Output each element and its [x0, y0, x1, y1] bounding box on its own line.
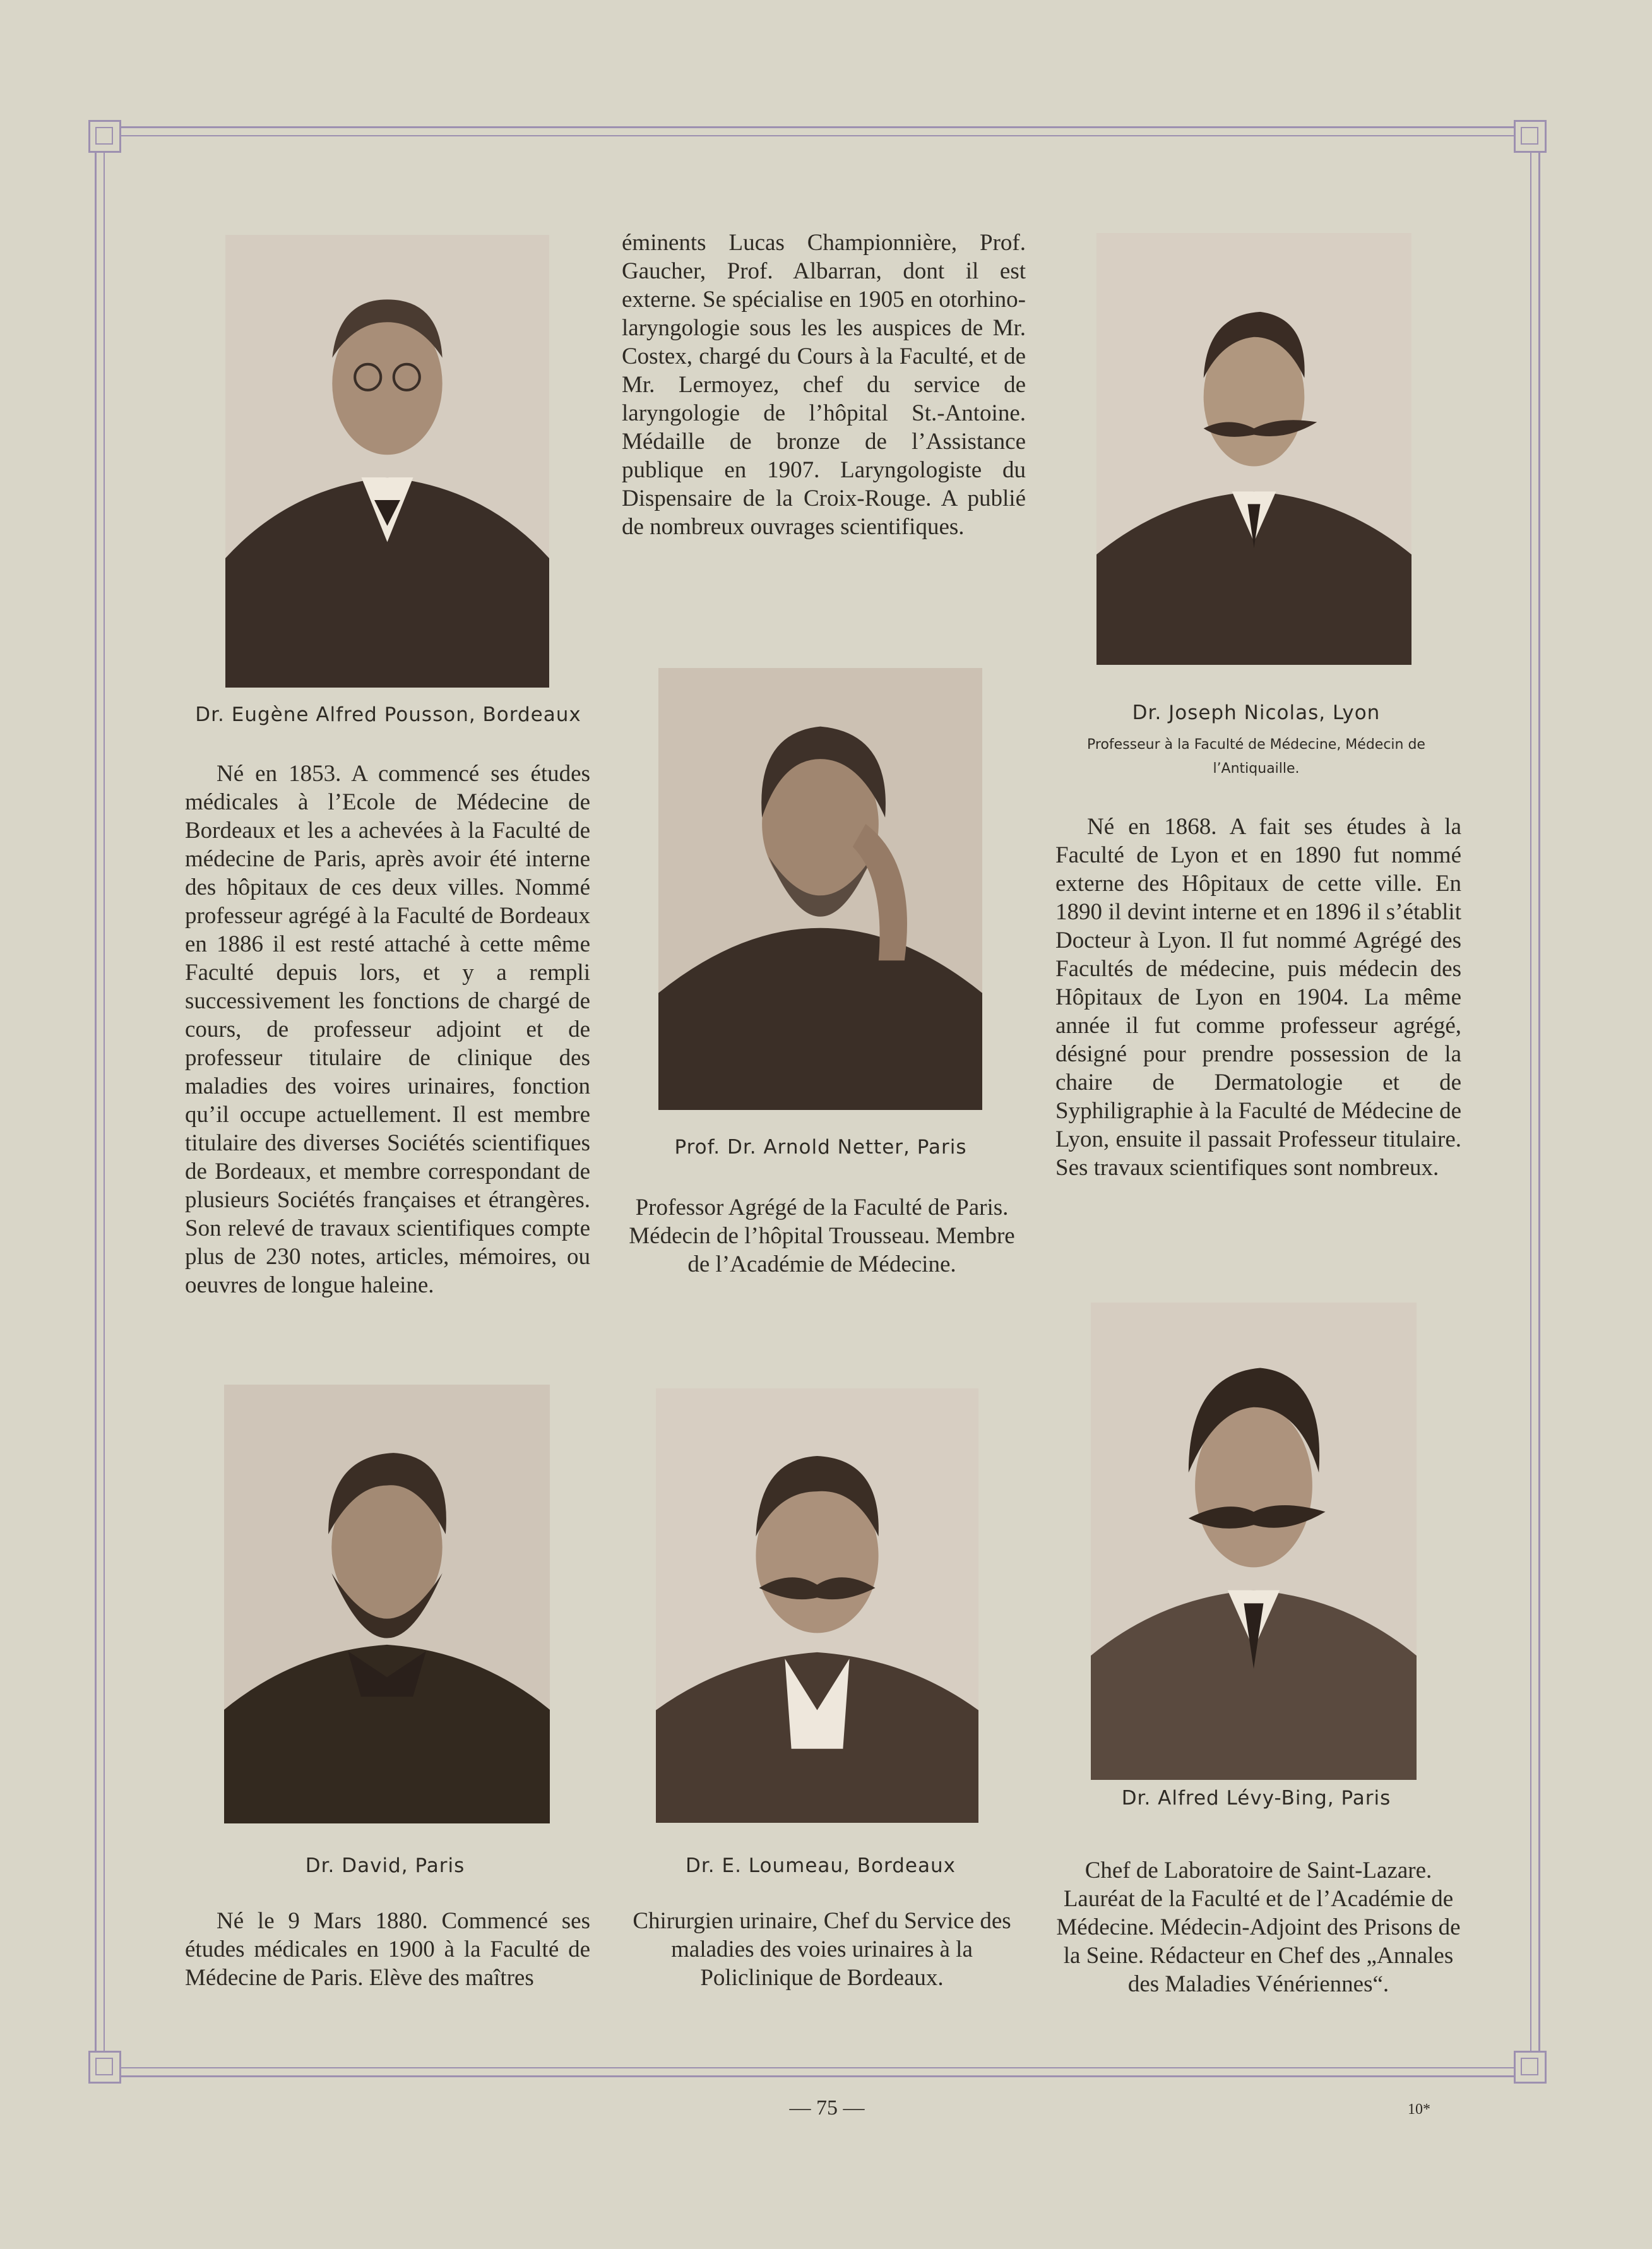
corner-ornament — [88, 120, 121, 153]
sheet-mark: 10* — [1408, 2101, 1430, 2118]
corner-ornament — [1514, 120, 1547, 153]
portrait-photo-nicolas — [1096, 233, 1411, 665]
bio-david: Né le 9 Mars 1880. Commencé ses études médicales en 1900 à la Faculté de Médecine de Paris. Elève des maîtres — [185, 1908, 590, 1991]
subtitle-nicolas: Professeur à la Faculté de Médecine, Médecin de l’Antiquaille. — [1087, 737, 1425, 777]
corner-ornament — [88, 2051, 121, 2084]
bio-loumeau: Chirurgien urinaire, Chef du Service des maladies des voies urinaires à la Policlinique de Bordeaux. — [633, 1908, 1011, 1991]
bio-levy-bing: Chef de Laboratoire de Saint-Lazare. Lauréat de la Faculté et de l’Académie de Médecine. Médecin-Adjoint des Prisons de la Seine. Rédacteur en Chef des „Annales des Maladies Vénériennes“. — [1056, 1858, 1461, 1997]
corner-ornament — [1514, 2051, 1547, 2084]
bio-nicolas: Né en 1868. A fait ses études à la Faculté de Lyon et en 1890 fut nommé externe des Hôpitaux de cette ville. En 1890 il devint interne et en 1896 il s’établit Docteur à Lyon. Il fut nommé Agrégé des Facultés de médecine, puis médecin des Hôpitaux de Lyon en 1904. La même année il fut comme professeur agrégé, désigné pour prendre possession de la chaire de Dermatologie et de Syphiligraphie à la Faculté de Médecine de Lyon, ensuite il passait Professeur titulaire. Ses travaux scientifiques sont nombreux. — [1055, 814, 1461, 1181]
bio-netter: Professor Agrégé de la Faculté de Paris. Médecin de l’hôpital Trousseau. Membre de l’Académie de Médecine. — [629, 1195, 1015, 1277]
portrait-photo-levy-bing — [1091, 1303, 1417, 1780]
caption-nicolas: Dr. Joseph Nicolas, Lyon — [1132, 701, 1381, 724]
caption-pousson: Dr. Eugène Alfred Pousson, Bordeaux — [195, 703, 581, 726]
caption-levy-bing: Dr. Alfred Lévy-Bing, Paris — [1121, 1787, 1391, 1810]
portrait-photo-david — [224, 1385, 550, 1823]
continuation-text: éminents Lucas Championnière, Prof. Gaucher, Prof. Albarran, dont il est externe. Se spécialise en 1905 en otorhino-laryngologie sous les les auspices de Mr. Costex, chargé du Cours à la Faculté, et de Mr. Lermoyez, chef du service de laryngologie de l’hôpital St.-Antoine. Médaille de bronze de l’Assistance publique en 1907. Laryngologiste du Dispensaire de la Croix-Rouge. A publié de nombreux ouvrages scientifiques. — [622, 230, 1026, 540]
page-number: — 75 — — [789, 2096, 865, 2120]
portrait-photo-pousson — [225, 235, 549, 688]
caption-david: Dr. David, Paris — [305, 1854, 465, 1877]
portrait-photo-netter — [658, 668, 982, 1110]
portrait-photo-loumeau — [656, 1388, 978, 1823]
caption-netter: Prof. Dr. Arnold Netter, Paris — [674, 1136, 967, 1159]
bio-pousson: Né en 1853. A commencé ses études médicales à l’Ecole de Médecine de Bordeaux et les a achevées à la Faculté de médecine de Paris, après avoir été interne des hôpitaux de ces deux villes. Nommé professeur agrégé à la Faculté de Bordeaux en 1886 il est resté attaché à cette même Faculté depuis lors, et y a rempli successivement les fonctions de chargé de cours, de professeur adjoint et de professeur titulaire de clinique des maladies des voires urinaires, fonction qu’il occupe actuellement. Il est membre titulaire des diverses Sociétés scientifiques de Bordeaux, et membre correspondant de plusieurs Sociétés françaises et étrangères. Son relevé de travaux scientifiques compte plus de 230 notes, articles, mémoires, ou oeuvres de longue haleine. — [185, 761, 590, 1298]
caption-loumeau: Dr. E. Loumeau, Bordeaux — [686, 1854, 956, 1877]
